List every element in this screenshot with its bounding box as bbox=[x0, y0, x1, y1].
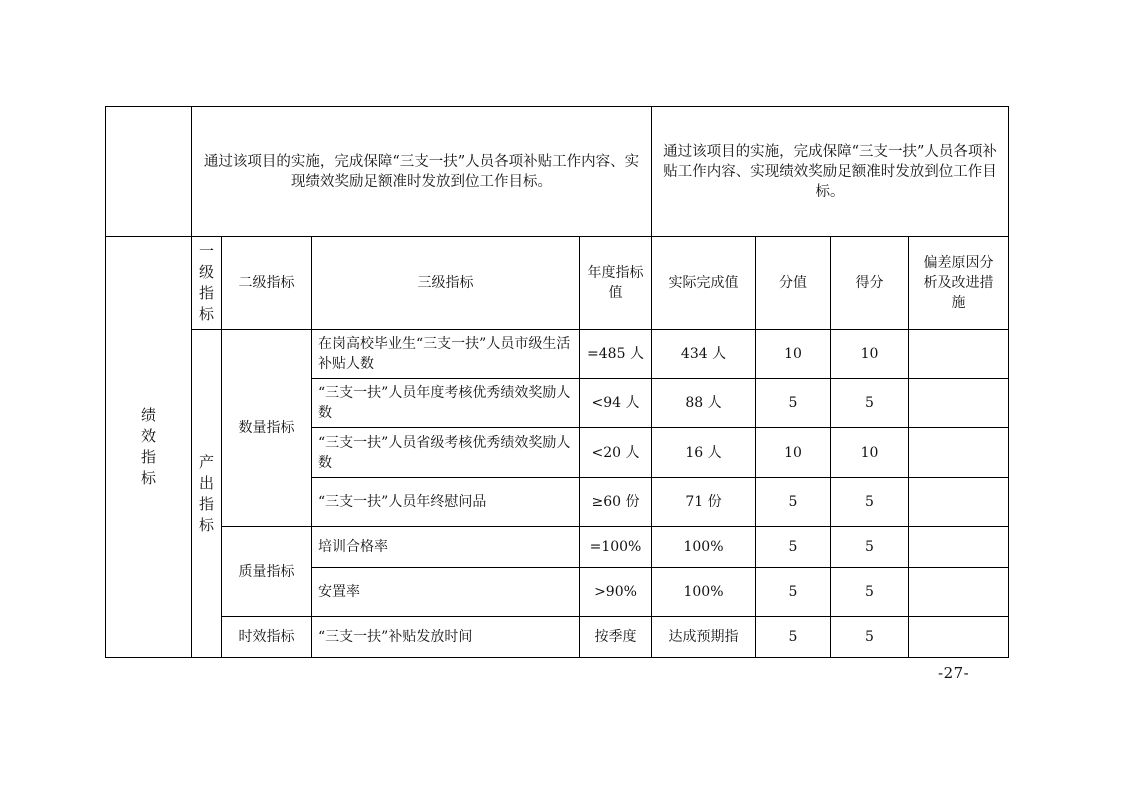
group-quantity: 数量指标 bbox=[222, 330, 312, 527]
goal-row bbox=[106, 107, 1009, 237]
table-row bbox=[106, 617, 1009, 658]
header-score-value: 分值 bbox=[756, 237, 831, 330]
actual-cell: 达成预期指 bbox=[652, 617, 756, 658]
header-deviation: 偏差原因分析及改进措施 bbox=[909, 237, 1009, 330]
deviation-cell bbox=[909, 330, 1009, 379]
value-cell: 10 bbox=[756, 330, 831, 379]
deviation-cell bbox=[909, 478, 1009, 527]
group-timeliness: 时效指标 bbox=[222, 617, 312, 658]
level1-label-cell bbox=[192, 330, 222, 658]
score-cell: 10 bbox=[831, 330, 909, 379]
value-cell: 5 bbox=[756, 527, 831, 568]
target-cell: 按季度 bbox=[580, 617, 652, 658]
performance-table bbox=[105, 106, 1009, 658]
deviation-cell bbox=[909, 379, 1009, 428]
indicator-cell: 安置率 bbox=[312, 568, 580, 617]
actual-cell: 100% bbox=[652, 527, 756, 568]
value-cell: 5 bbox=[756, 617, 831, 658]
indicator-cell: “三支一扶”人员省级考核优秀绩效奖励人数 bbox=[312, 428, 580, 478]
indicator-cell: “三支一扶”人员年度考核优秀绩效奖励人数 bbox=[312, 379, 580, 428]
value-cell: 5 bbox=[756, 478, 831, 527]
value-cell: 10 bbox=[756, 428, 831, 478]
table-row bbox=[106, 330, 1009, 379]
score-cell: 5 bbox=[831, 527, 909, 568]
indicator-cell: 培训合格率 bbox=[312, 527, 580, 568]
actual-cell: 16 人 bbox=[652, 428, 756, 478]
actual-cell: 100% bbox=[652, 568, 756, 617]
target-cell: <94 人 bbox=[580, 379, 652, 428]
deviation-cell bbox=[909, 527, 1009, 568]
header-level2: 二级指标 bbox=[222, 237, 312, 330]
header-score: 得分 bbox=[831, 237, 909, 330]
target-cell: =100% bbox=[580, 527, 652, 568]
actual-cell: 434 人 bbox=[652, 330, 756, 379]
header-row bbox=[106, 237, 1009, 330]
level1-label: 产出指标 bbox=[198, 452, 214, 534]
section-label: 绩效指标 bbox=[140, 406, 156, 487]
header-target: 年度指标值 bbox=[580, 237, 652, 330]
actual-goal-cell: 通过该项目的实施，完成保障“三支一扶”人员各项补贴工作内容、实现绩效奖励足额准时发放到位工作目标。 bbox=[652, 107, 1009, 237]
table-row bbox=[106, 527, 1009, 568]
target-cell: =485 人 bbox=[580, 330, 652, 379]
actual-cell: 88 人 bbox=[652, 379, 756, 428]
section-label-cell bbox=[106, 237, 192, 658]
score-cell: 5 bbox=[831, 617, 909, 658]
header-level3: 三级指标 bbox=[312, 237, 580, 330]
deviation-cell bbox=[909, 568, 1009, 617]
target-cell: ≥60 份 bbox=[580, 478, 652, 527]
deviation-cell bbox=[909, 428, 1009, 478]
goal-label-cell bbox=[106, 107, 192, 237]
indicator-cell: “三支一扶”人员年终慰问品 bbox=[312, 478, 580, 527]
group-quality: 质量指标 bbox=[222, 527, 312, 617]
value-cell: 5 bbox=[756, 379, 831, 428]
score-cell: 5 bbox=[831, 478, 909, 527]
target-cell: >90% bbox=[580, 568, 652, 617]
page-number: -27- bbox=[938, 664, 970, 682]
header-actual: 实际完成值 bbox=[652, 237, 756, 330]
header-level1: 一级指标 bbox=[192, 237, 222, 330]
target-cell: <20 人 bbox=[580, 428, 652, 478]
value-cell: 5 bbox=[756, 568, 831, 617]
indicator-cell: “三支一扶”补贴发放时间 bbox=[312, 617, 580, 658]
indicator-cell: 在岗高校毕业生“三支一扶”人员市级生活补贴人数 bbox=[312, 330, 580, 379]
deviation-cell bbox=[909, 617, 1009, 658]
score-cell: 10 bbox=[831, 428, 909, 478]
score-cell: 5 bbox=[831, 568, 909, 617]
score-cell: 5 bbox=[831, 379, 909, 428]
planned-goal-cell: 通过该项目的实施，完成保障“三支一扶”人员各项补贴工作内容、实现绩效奖励足额准时发放到位工作目标。 bbox=[192, 107, 652, 237]
actual-cell: 71 份 bbox=[652, 478, 756, 527]
